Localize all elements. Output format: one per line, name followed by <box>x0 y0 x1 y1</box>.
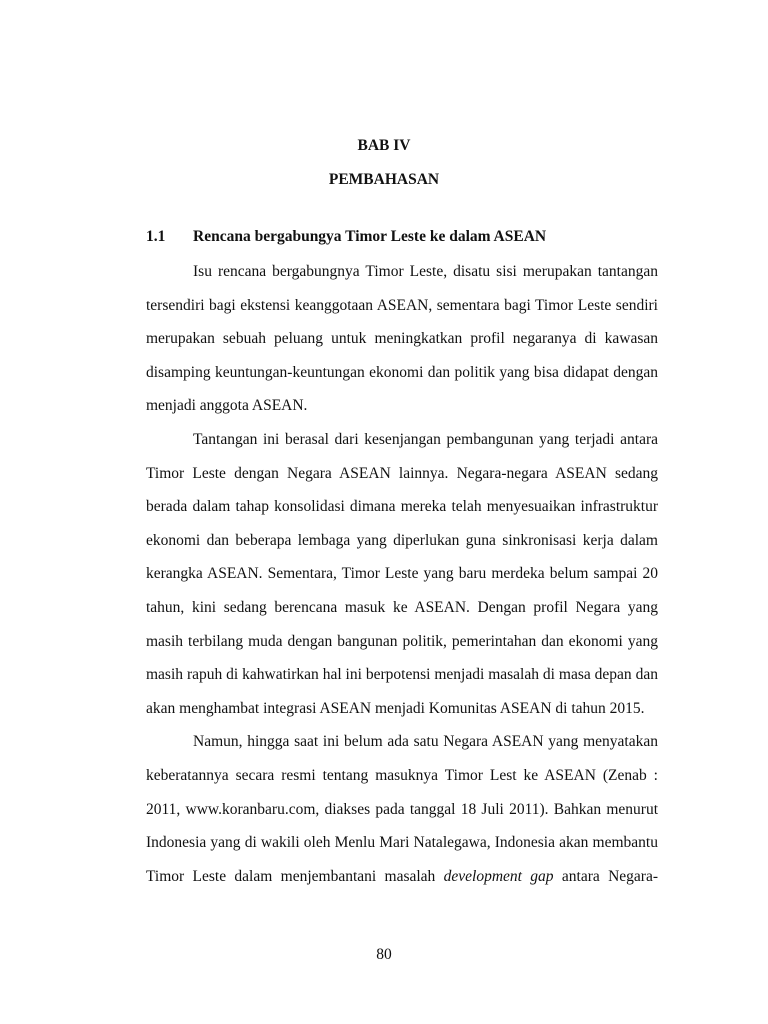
paragraph-line: kerangka ASEAN. Sementara, Timor Leste yang baru merdeka belum sampai 20 <box>146 565 658 583</box>
paragraph-line: ekonomi dan beberapa lembaga yang diperlukan guna sinkronisasi kerja dalam <box>146 531 658 549</box>
paragraph-line: 2011, www.koranbaru.com, diakses pada tanggal 18 Juli 2011). Bahkan menurut <box>146 800 658 818</box>
paragraph-line: Tantangan ini berasal dari kesenjangan pembangunan yang terjadi antara <box>193 430 658 448</box>
paragraph-line: masih rapuh di kahwatirkan hal ini berpotensi menjadi masalah di masa depan dan <box>146 666 658 684</box>
paragraph-line: tersendiri bagi ekstensi keanggotaan ASEAN, sementara bagi Timor Leste sendiri <box>146 296 658 314</box>
paragraph-line: keberatannya secara resmi tentang masuknya Timor Lest ke ASEAN (Zenab : <box>146 766 658 784</box>
paragraph-line: Isu rencana bergabungnya Timor Leste, disatu sisi merupakan tantangan <box>193 263 658 280</box>
chapter-label: BAB IV <box>357 137 411 154</box>
paragraph-line: disamping keuntungan-keuntungan ekonomi dan politik yang bisa didapat dengan <box>146 363 658 381</box>
paragraph-line: Indonesia yang di wakili oleh Menlu Mari Natalegawa, Indonesia akan membantu <box>146 834 658 852</box>
paragraph-line: berada dalam tahap konsolidasi dimana mereka telah menyesuaikan infrastruktur <box>146 498 658 516</box>
paragraph-line: Namun, hingga saat ini belum ada satu Negara ASEAN yang menyatakan <box>193 733 658 751</box>
section-heading <box>146 228 666 246</box>
paragraph-line: menjadi anggota ASEAN. <box>146 397 308 415</box>
section-number: 1.1 <box>146 228 166 245</box>
italic-term: development gap <box>443 867 554 885</box>
page-number: 80 <box>376 946 392 963</box>
paragraph-line: Timor Leste dengan Negara ASEAN lainnya. Negara-negara ASEAN sedang <box>146 464 658 482</box>
paragraph-line: masih terbilang muda dengan bangunan politik, pemerintahan dan ekonomi yang <box>146 632 658 650</box>
paragraph-line <box>146 860 658 894</box>
body-text <box>146 255 658 893</box>
chapter-title: PEMBAHASAN <box>328 171 440 188</box>
line-segment: antara Negara- <box>553 867 658 885</box>
line-segment: Timor Leste dalam menjembantani masalah <box>146 867 444 885</box>
paragraph-line: merupakan sebuah peluang untuk meningkatkan profil negaranya di kawasan <box>146 330 658 348</box>
paragraph-line: tahun, kini sedang berencana masuk ke ASEAN. Dengan profil Negara yang <box>146 598 658 616</box>
paragraph-line: akan menghambat integrasi ASEAN menjadi Komunitas ASEAN di tahun 2015. <box>146 699 645 717</box>
section-title: Rencana bergabungya Timor Leste ke dalam ASEAN <box>193 228 547 245</box>
